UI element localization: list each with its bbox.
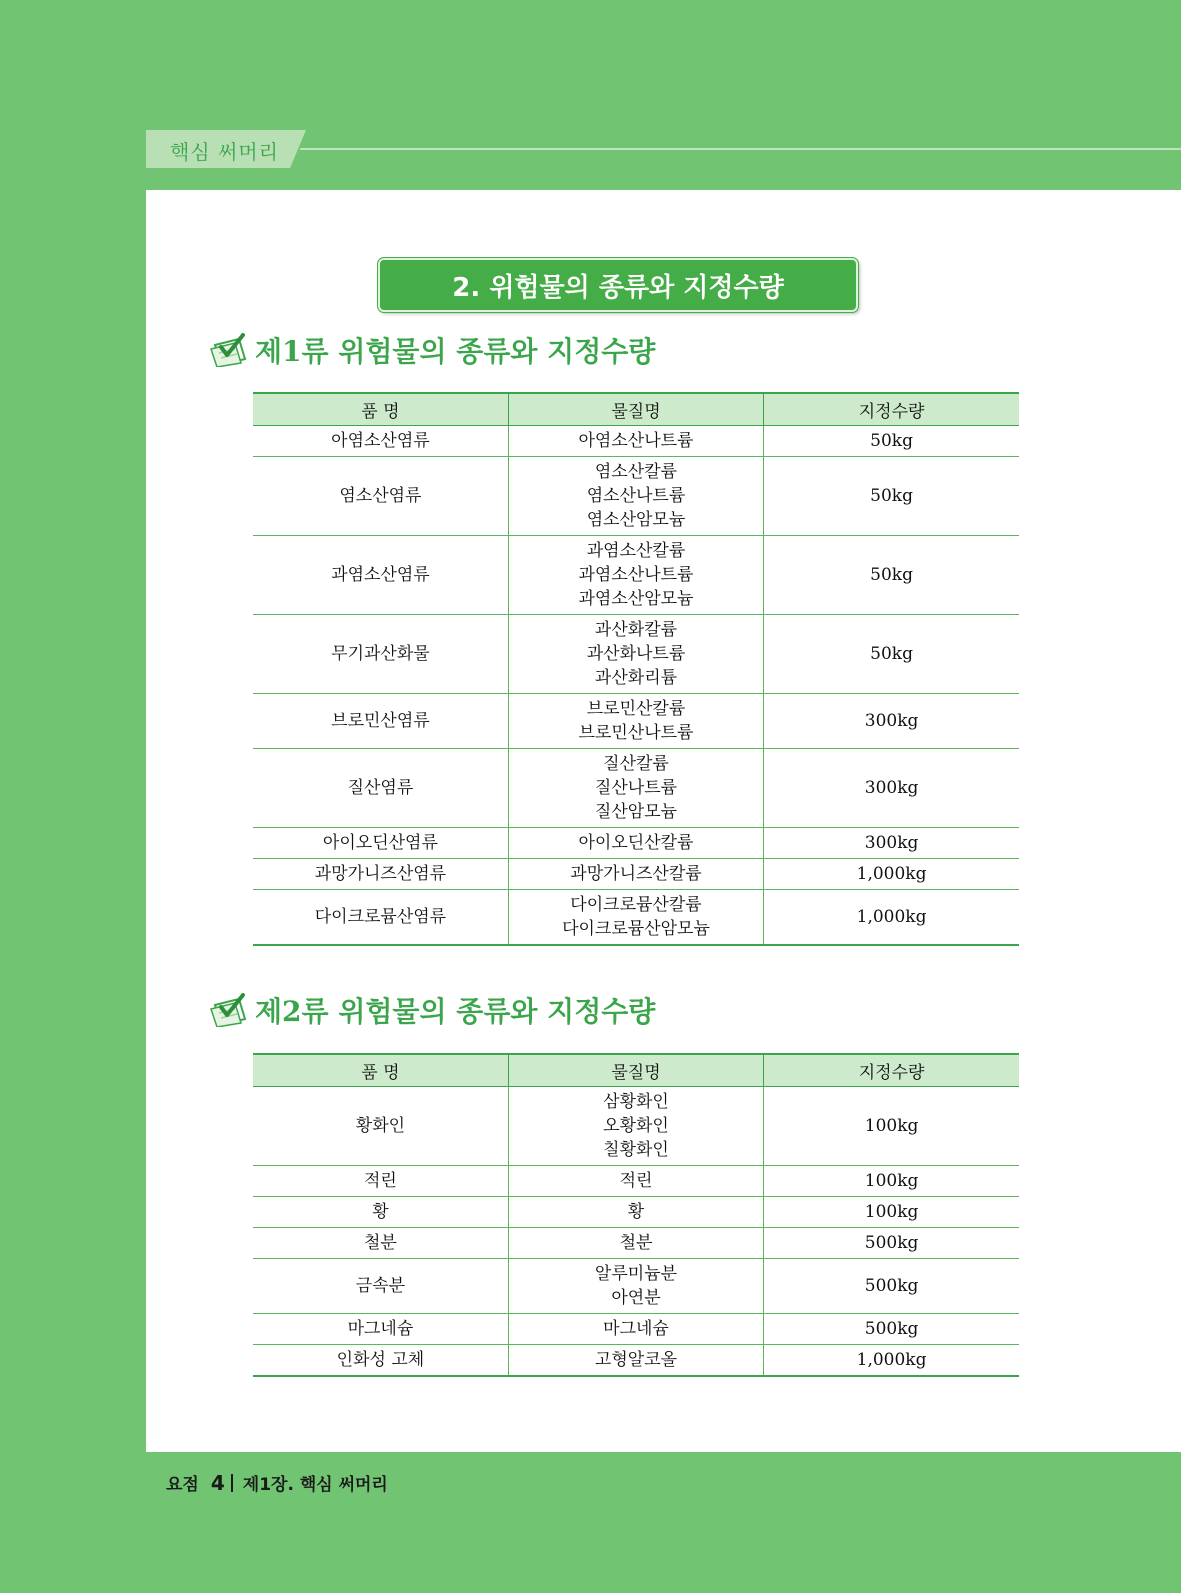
designated-quantity-cell: 1,000kg	[764, 1345, 1019, 1377]
category-name-cell: 과망가니즈산염류	[253, 859, 508, 890]
substance-name: 과망가니즈산칼륨	[570, 864, 702, 884]
table-row	[253, 828, 1019, 859]
substance-name: 알루미늄분	[594, 1264, 678, 1284]
substance-cell	[508, 457, 763, 536]
table-row	[253, 426, 1019, 457]
table-row	[253, 859, 1019, 890]
substance-name: 다이크로뮴산칼륨	[570, 895, 702, 915]
table-row	[253, 1259, 1019, 1314]
table-row	[253, 1087, 1019, 1166]
substance-cell	[508, 426, 763, 457]
designated-quantity-cell: 1,000kg	[764, 890, 1019, 946]
footer-chapter: 제1장. 핵심 써머리	[242, 1475, 388, 1495]
category-name-cell: 질산염류	[253, 749, 508, 828]
section-heading-text: 제2류 위험물의 종류와 지정수량	[255, 995, 656, 1028]
category-name-cell: 아염소산염류	[253, 426, 508, 457]
substance-cell	[508, 615, 763, 694]
footer-divider	[231, 1474, 233, 1492]
designated-quantity-cell: 50kg	[764, 457, 1019, 536]
category-name-cell: 다이크로뮴산염류	[253, 890, 508, 946]
designated-quantity-cell: 100kg	[764, 1087, 1019, 1166]
category-name-cell: 마그네슘	[253, 1314, 508, 1345]
substance-name: 오황화인	[603, 1116, 669, 1136]
category-name-cell: 황	[253, 1197, 508, 1228]
substance-name: 아연분	[611, 1288, 661, 1308]
substance-cell	[508, 1197, 763, 1228]
designated-quantity-cell: 50kg	[764, 426, 1019, 457]
designated-quantity-cell: 300kg	[764, 828, 1019, 859]
substance-cell	[508, 1314, 763, 1345]
designated-quantity-cell: 300kg	[764, 749, 1019, 828]
designated-quantity-cell: 100kg	[764, 1197, 1019, 1228]
substance-name: 염소산나트륨	[586, 486, 686, 506]
page-title: 2. 위험물의 종류와 지정수량	[378, 258, 858, 312]
table-row	[253, 694, 1019, 749]
substance-name: 브로민산나트륨	[578, 723, 694, 743]
section-heading-text: 제1류 위험물의 종류와 지정수량	[255, 335, 656, 368]
substance-cell	[508, 828, 763, 859]
substance-name: 질산칼륨	[603, 754, 669, 774]
substance-name: 과염소산칼륨	[586, 541, 686, 561]
substance-name: 질산나트륨	[594, 778, 678, 798]
designated-quantity-cell: 500kg	[764, 1314, 1019, 1345]
category-name-cell: 황화인	[253, 1087, 508, 1166]
column-header-name: 품 명	[253, 393, 508, 426]
substance-cell	[508, 1345, 763, 1377]
table-row	[253, 1228, 1019, 1259]
category-name-cell: 염소산염류	[253, 457, 508, 536]
section-heading-2	[209, 990, 655, 1030]
substance-cell	[508, 1087, 763, 1166]
column-header-qty: 지정수량	[764, 393, 1019, 426]
substance-name: 고형알코올	[594, 1350, 678, 1370]
substance-name: 마그네슘	[603, 1319, 669, 1339]
table-row	[253, 1166, 1019, 1197]
column-header-name: 품 명	[253, 1054, 508, 1087]
designated-quantity-cell: 100kg	[764, 1166, 1019, 1197]
substance-name: 칠황화인	[603, 1140, 669, 1160]
substance-name: 적린	[619, 1171, 653, 1191]
table-row	[253, 1314, 1019, 1345]
substance-cell	[508, 890, 763, 946]
substance-name: 과염소산나트륨	[578, 565, 694, 585]
class1-table	[253, 392, 1019, 946]
section-heading-1	[209, 330, 655, 370]
substance-name: 다이크로뮴산암모늄	[562, 919, 710, 939]
table-row	[253, 1345, 1019, 1377]
substance-name: 과산화나트륨	[586, 644, 686, 664]
designated-quantity-cell: 300kg	[764, 694, 1019, 749]
class2-table	[253, 1053, 1019, 1377]
substance-name: 황	[627, 1202, 645, 1222]
table-row	[253, 536, 1019, 615]
table-header-row	[253, 393, 1019, 426]
designated-quantity-cell: 500kg	[764, 1259, 1019, 1314]
page-footer	[166, 1470, 388, 1495]
substance-cell	[508, 1259, 763, 1314]
checklist-icon	[209, 993, 249, 1027]
header-rule	[300, 148, 1181, 150]
page-number: 4	[210, 1470, 225, 1495]
substance-cell	[508, 859, 763, 890]
substance-name: 염소산칼륨	[594, 462, 678, 482]
category-name-cell: 금속분	[253, 1259, 508, 1314]
substance-cell	[508, 536, 763, 615]
column-header-substance: 물질명	[508, 1054, 763, 1087]
substance-name: 과산화칼륨	[594, 620, 678, 640]
substance-name: 삼황화인	[603, 1092, 669, 1112]
footer-label: 요점	[166, 1475, 199, 1495]
designated-quantity-cell: 500kg	[764, 1228, 1019, 1259]
substance-name: 과산화리튬	[594, 668, 678, 688]
column-header-qty: 지정수량	[764, 1054, 1019, 1087]
substance-name: 과염소산암모늄	[578, 589, 694, 609]
table-row	[253, 1197, 1019, 1228]
substance-name: 브로민산칼륨	[586, 699, 686, 719]
category-name-cell: 과염소산염류	[253, 536, 508, 615]
substance-name: 아이오딘산칼륨	[578, 833, 694, 853]
substance-name: 철분	[619, 1233, 653, 1253]
substance-name: 질산암모늄	[594, 802, 678, 822]
table-row	[253, 457, 1019, 536]
header-tab-label: 핵심 써머리	[170, 140, 279, 164]
substance-cell	[508, 694, 763, 749]
category-name-cell: 철분	[253, 1228, 508, 1259]
substance-cell	[508, 1228, 763, 1259]
category-name-cell: 아이오딘산염류	[253, 828, 508, 859]
table-header-row	[253, 1054, 1019, 1087]
designated-quantity-cell: 1,000kg	[764, 859, 1019, 890]
table-row	[253, 749, 1019, 828]
table-row	[253, 615, 1019, 694]
substance-name: 염소산암모늄	[586, 510, 686, 530]
category-name-cell: 적린	[253, 1166, 508, 1197]
substance-cell	[508, 749, 763, 828]
substance-cell	[508, 1166, 763, 1197]
category-name-cell: 무기과산화물	[253, 615, 508, 694]
designated-quantity-cell: 50kg	[764, 615, 1019, 694]
checklist-icon	[209, 333, 249, 367]
column-header-substance: 물질명	[508, 393, 763, 426]
category-name-cell: 브로민산염류	[253, 694, 508, 749]
designated-quantity-cell: 50kg	[764, 536, 1019, 615]
category-name-cell: 인화성 고체	[253, 1345, 508, 1377]
table-row	[253, 890, 1019, 946]
substance-name: 아염소산나트륨	[578, 431, 694, 451]
